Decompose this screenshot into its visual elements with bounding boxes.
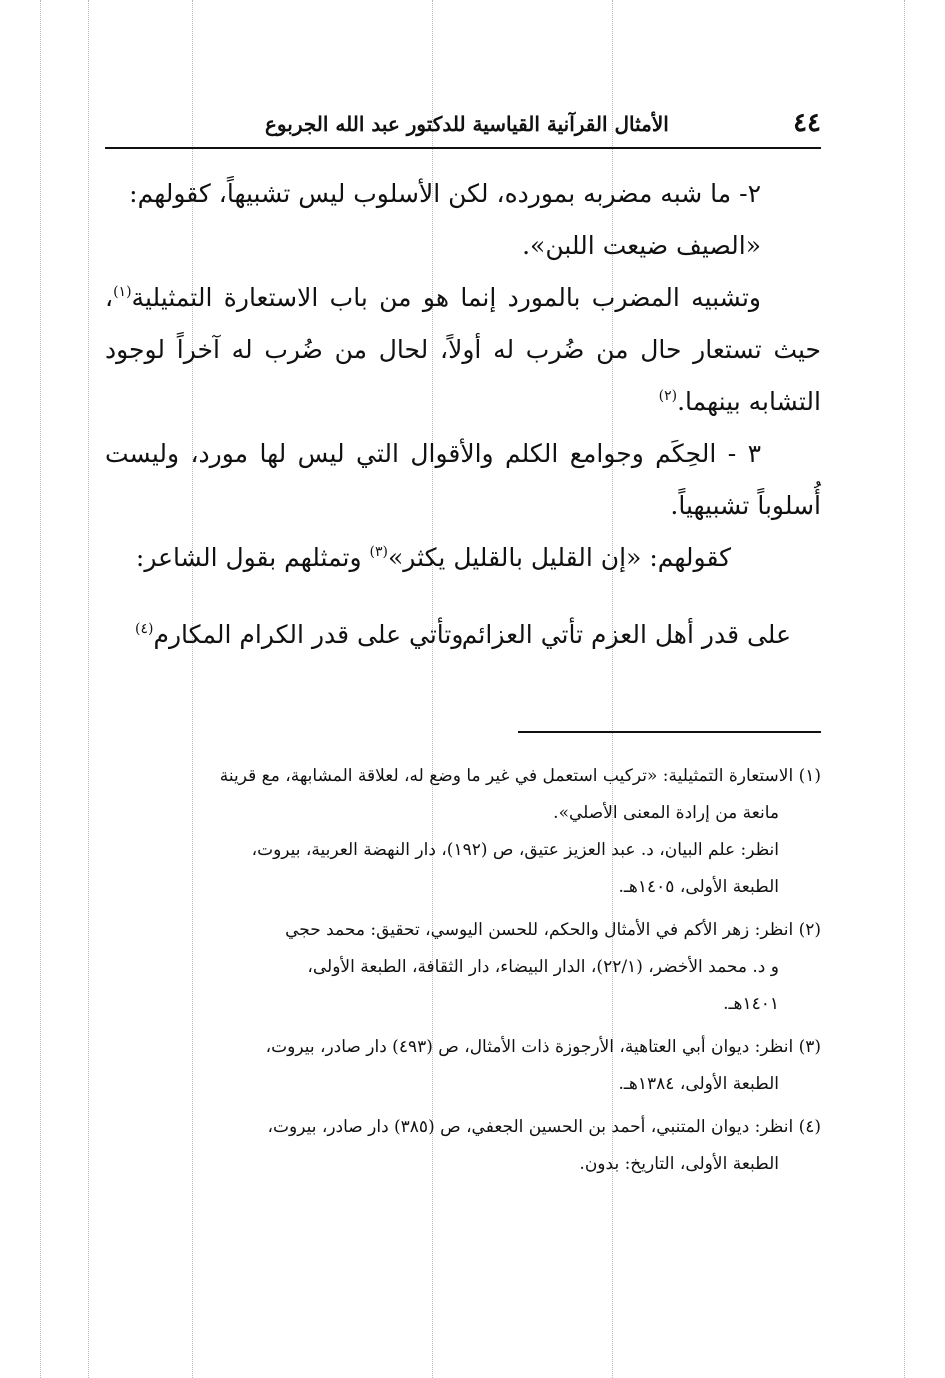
scan-artifact-line: [88, 0, 89, 1378]
footnotes: [105, 758, 821, 1189]
example-line: [105, 532, 821, 584]
example-continued: وتمثلهم بقول الشاعر:: [135, 543, 370, 572]
page-header: [105, 108, 821, 148]
footnote-divider: [518, 731, 821, 733]
example-quote: كقولهم: «إن القليل بالقليل يكثر»: [387, 543, 731, 572]
paragraph-metaphor: [105, 272, 821, 428]
verse-second-hemistich: [135, 620, 463, 649]
item-2-quote: «الصيف ضيعت اللبن».: [522, 231, 761, 260]
paragraph-metaphor-continued: ، حيث تستعار حال من ضُرب له أولاً، لحال من ضُرب له آخراً لوجود التشابه بينهما.: [105, 283, 821, 416]
header-divider: [105, 147, 821, 149]
footnote-2-line-2: و د. محمد الأخضر، (٢٢/١)، الدار البيضاء، دار الثقافة، الطبعة الأولى،: [307, 957, 779, 977]
footnote-ref-3: (٣): [369, 544, 388, 560]
footnote-3-line-2: الطبعة الأولى، ١٣٨٤هـ.: [618, 1074, 779, 1094]
footnote-2-line-3: ١٤٠١هـ.: [723, 994, 779, 1014]
footnote-4: [105, 1109, 821, 1183]
paragraph-metaphor-text: وتشبيه المضرب بالمورد إنما هو من باب الاستعارة التمثيلية: [131, 283, 761, 312]
footnote-ref-1: (١): [113, 284, 132, 300]
footnote-4-line-1: (٤) انظر: ديوان المتنبي، أحمد بن الحسين الجعفي، ص (٣٨٥) دار صادر، بيروت،: [267, 1117, 821, 1137]
footnote-2-line-1: (٢) انظر: زهر الأكم في الأمثال والحكم، للحسن اليوسي، تحقيق: محمد حجي: [285, 920, 821, 940]
poetry-verse: [105, 620, 821, 672]
footnote-3: [105, 1029, 821, 1103]
footnote-3-line-1: (٣) انظر: ديوان أبي العتاهية، الأرجوزة ذات الأمثال، ص (٤٩٣) دار صادر، بيروت،: [265, 1037, 821, 1057]
footnote-1-line-1: (١) الاستعارة التمثيلية: «تركيب استعمل في غير ما وضع له، لعلاقة المشابهة، مع قرينة: [219, 766, 821, 786]
item-3-paragraph: ٣ - الحِكَم وجوامع الكلم والأقوال التي ليس لها مورد، وليست أُسلوباً تشبيهياً.: [105, 439, 821, 520]
running-title: الأمثال القرآنية القياسية للدكتور عبد الله الجربوع: [265, 112, 669, 136]
footnote-2: [105, 912, 821, 1023]
footnote-1-line-2: مانعة من إرادة المعنى الأصلي».: [553, 803, 779, 823]
page-number: ٤٤: [793, 108, 821, 138]
footnote-ref-4: (٤): [135, 621, 154, 637]
scan-artifact-line: [904, 0, 905, 1378]
scan-artifact-line: [40, 0, 41, 1378]
footnote-1-line-4: الطبعة الأولى، ١٤٠٥هـ.: [618, 877, 779, 897]
main-text: [105, 168, 821, 584]
verse-second-text: وتأتي على قدر الكرام المكارم: [153, 620, 464, 649]
footnote-ref-2: (٢): [658, 388, 678, 404]
footnote-4-line-2: الطبعة الأولى، التاريخ: بدون.: [579, 1154, 779, 1174]
footnote-1-line-3: انظر: علم البيان، د. عبد العزيز عتيق، ص (١٩٢)، دار النهضة العربية، بيروت،: [251, 840, 779, 860]
item-2-line: ٢- ما شبه مضربه بمورده، لكن الأسلوب ليس تشبيهاً، كقولهم:: [129, 179, 761, 208]
footnote-1: [105, 758, 821, 906]
verse-first-hemistich: على قدر أهل العزم تأتي العزائم: [461, 620, 791, 649]
